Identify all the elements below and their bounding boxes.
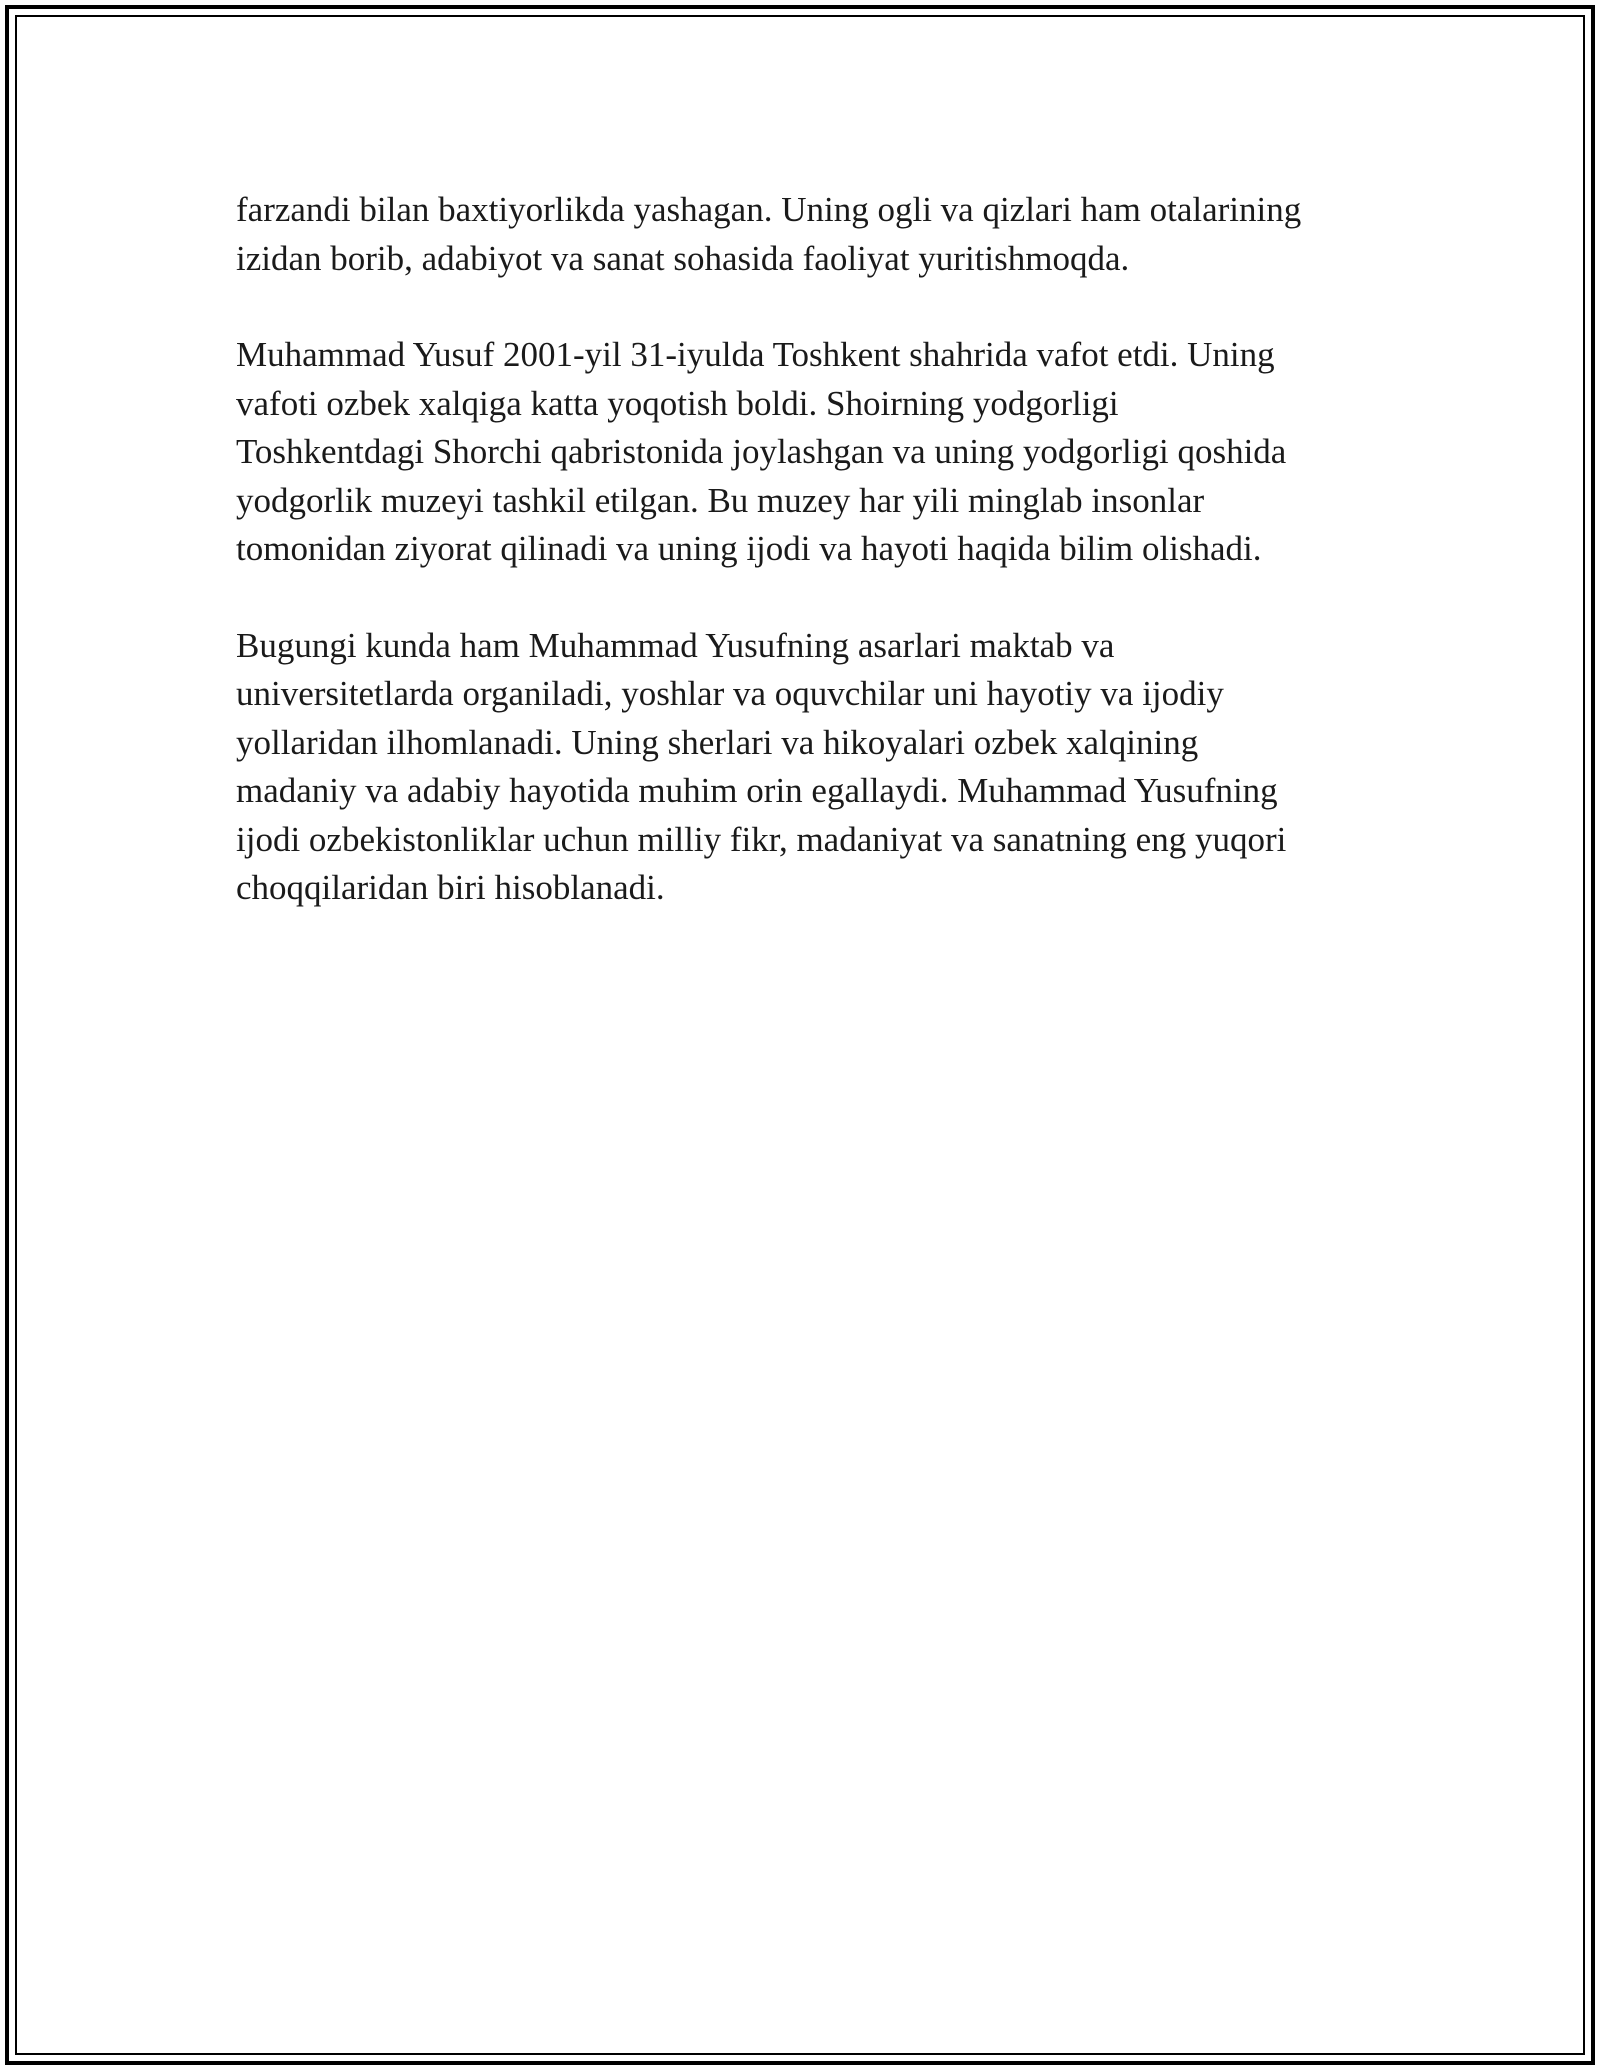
paragraph-legacy: Bugungi kunda ham Muhammad Yusufning asarlari maktab va universitetlarda organiladi, yoshlar va oquvchilar uni hayotiy va ijodiy yollaridan ilhomlanadi. Uning sherlari va hikoyalari ozbek xalqining madaniy va adabiy hayotida muhim orin egallaydi. Muhammad Yusufning ijodi ozbekistonliklar uchun milliy fikr, madaniyat va sanatning eng yuqori choqqilaridan biri hisoblanadi. — [236, 625, 1287, 907]
paragraph-death-memorial: Muhammad Yusuf 2001-yil 31-iyulda Toshkent shahrida vafot etdi. Uning vafoti ozbek xalqiga katta yoqotish boldi. Shoirning yodgorligi Toshkentdagi Shorchi qabristonida joylashgan va uning yodgorligi qoshida yodgorlik muzeyi tashkil etilgan. Bu muzey har yili minglab insonlar tomonidan ziyorat qilinadi va uning ijodi va hayoti haqida bilim olishadi. — [236, 335, 1287, 568]
document-body — [236, 186, 1366, 961]
paragraph-family: farzandi bilan baxtiyorlikda yashagan. Uning ogli va qizlari ham otalarining izidan borib, adabiyot va sanat sohasida faoliyat yuritishmoqda. — [236, 190, 1302, 278]
